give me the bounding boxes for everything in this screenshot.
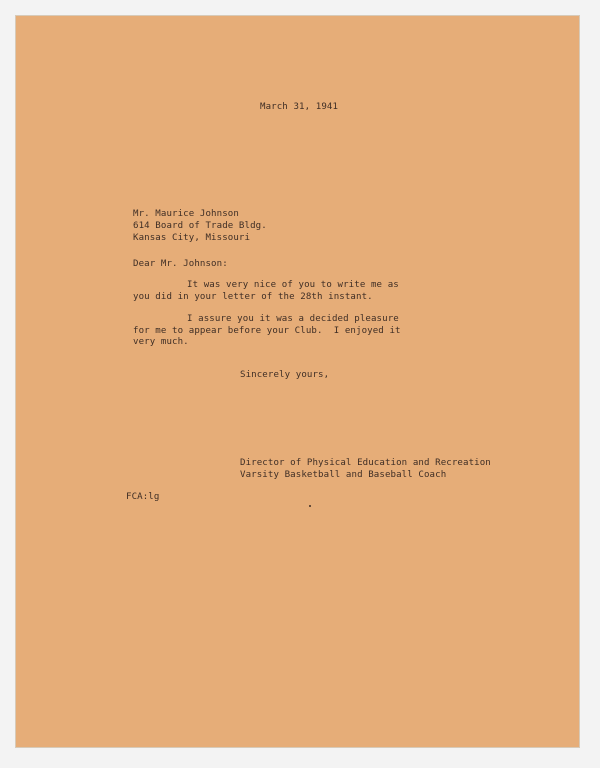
stray-ink-mark bbox=[309, 505, 311, 507]
recipient-address-line-2: Kansas City, Missouri bbox=[133, 233, 251, 243]
signature-title-2: Varsity Basketball and Baseball Coach bbox=[240, 470, 447, 480]
paragraph-2-line-2: for me to appear before your Club. I enjoyed it bbox=[133, 326, 401, 336]
letter-page bbox=[15, 15, 580, 748]
recipient-name: Mr. Maurice Johnson bbox=[133, 209, 239, 219]
closing: Sincerely yours, bbox=[240, 370, 330, 380]
paragraph-1-line-2: you did in your letter of the 28th instant. bbox=[133, 292, 373, 302]
signature-title-1: Director of Physical Education and Recreation bbox=[240, 458, 491, 468]
recipient-address-line-1: 614 Board of Trade Bldg. bbox=[133, 221, 267, 231]
paragraph-2-line-1: I assure you it was a decided pleasure bbox=[187, 314, 399, 324]
reference-initials: FCA:lg bbox=[126, 492, 160, 502]
paragraph-2-line-3: very much. bbox=[133, 337, 189, 347]
paragraph-1-line-1: It was very nice of you to write me as bbox=[187, 280, 399, 290]
date-line: March 31, 1941 bbox=[260, 102, 339, 112]
salutation: Dear Mr. Johnson: bbox=[133, 259, 228, 269]
